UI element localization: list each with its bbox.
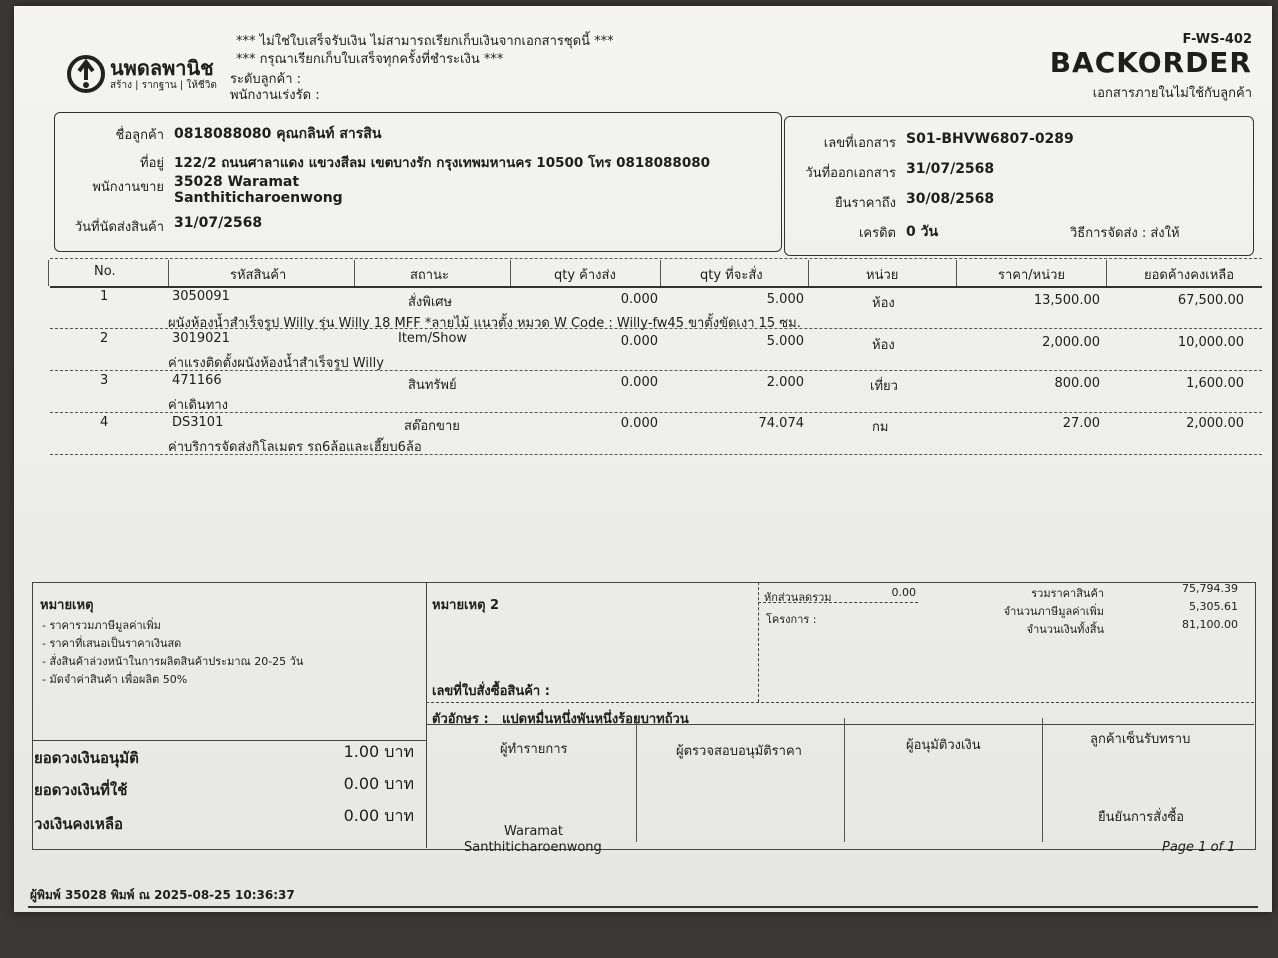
row-3-no: 3	[100, 373, 109, 388]
row-3-qty-order: 2.000	[766, 375, 804, 390]
row-4-no: 4	[100, 415, 109, 430]
remarks2-title: หมายเหตุ 2	[432, 598, 500, 613]
header-unit-price: ราคา/หน่วย	[998, 268, 1066, 283]
salesperson-name-2: Santhiticharoenwong	[174, 190, 343, 206]
col-sep	[660, 260, 661, 286]
row-1-unit: ห้อง	[872, 296, 895, 311]
remarks-item: - สั่งสินค้าล่วงหน้าในการผลิตสินค้าประมาณ 20-25 วัน	[42, 655, 304, 668]
issue-date-label: วันที่ออกเอกสาร	[805, 166, 896, 181]
table-header-top-line	[50, 258, 1262, 259]
row-1-divider	[50, 328, 1262, 329]
header-status: สถานะ	[410, 268, 449, 283]
row-2-status: Item/Show	[398, 331, 468, 346]
vat-value: 5,305.61	[1189, 600, 1238, 613]
row-3-price: 800.00	[1054, 376, 1100, 391]
customer-name-label: ชื่อลูกค้า	[115, 128, 164, 143]
price-checker-label: ผู้ตรวจสอบอนุมัติราคา	[676, 744, 802, 759]
issue-date: 31/07/2568	[906, 161, 995, 177]
preparer-name-1: Waramat	[504, 824, 564, 839]
doc-type-title: BACKORDER	[1049, 46, 1252, 79]
row-3-description: ค่าเดินทาง	[168, 398, 228, 413]
col-sep	[48, 260, 49, 286]
row-4-price: 27.00	[1062, 416, 1100, 431]
remarks-item: - ราคารวมภาษีมูลค่าเพิ่ม	[42, 619, 161, 632]
doc-no-label: เลขที่เอกสาร	[823, 136, 896, 151]
preparer-label: ผู้ทำรายการ	[500, 742, 568, 757]
row-2-balance: 10,000.00	[1177, 335, 1244, 350]
vat-label: จำนวนภาษีมูลค่าเพิ่ม	[1003, 605, 1104, 618]
company-tagline: สร้าง | รากฐาน | ให้ชีวิต	[110, 80, 217, 91]
row-1-qty-order: 5.000	[766, 292, 804, 307]
amount-words-text: แปดหมื่นหนึ่งพันหนึ่งร้อยบาทถ้วน	[502, 712, 689, 727]
credit-days: 0 วัน	[906, 224, 939, 240]
po-number-label: เลขที่ใบสั่งซื้อสินค้า :	[432, 684, 550, 699]
price-valid-date: 30/08/2568	[906, 191, 995, 207]
credit-used-label: ยอดวงเงินที่ใช้	[34, 781, 128, 799]
company-logo	[66, 54, 106, 98]
header-balance: ยอดค้างคงเหลือ	[1144, 268, 1235, 283]
discount-label: หักส่วนลดรวม	[764, 591, 832, 604]
shipping-method: วิธีการจัดส่ง : ส่งให้	[1070, 226, 1180, 241]
row-2-price: 2,000.00	[1042, 335, 1100, 350]
row-4-status: สต๊อกขาย	[404, 419, 460, 434]
signature-divider	[844, 718, 845, 842]
remarks-item: - ราคาที่เสนอเป็นราคาเงินสด	[42, 637, 182, 650]
header-code: รหัสสินค้า	[230, 268, 287, 283]
col-sep	[354, 260, 355, 286]
backorder-document	[14, 6, 1272, 912]
customer-name: 0818088080 คุณกลินท์ สารสิน	[174, 126, 382, 142]
discount-value: 0.00	[891, 586, 916, 599]
row-2-unit: ห้อง	[872, 338, 895, 353]
subtotal-value: 75,794.39	[1182, 582, 1238, 595]
row-1-status: สั่งพิเศษ	[408, 295, 453, 310]
row-1-description: ผนังห้องน้ำสำเร็จรูป Willy รุ่น Willy 18 MFF *ลายไม้ แนวตั้ง หมวด W Code : Willy-fw45 ขาตั้งขัดเงา 15 ซม.	[168, 316, 801, 331]
salesperson-label: พนักงานขาย	[92, 180, 164, 195]
row-3-status: สินทรัพย์	[408, 378, 457, 393]
salesperson-name-1: 35028 Waramat	[174, 174, 300, 190]
row-3-qty-pending: 0.000	[620, 375, 658, 390]
grand-total-label: จำนวนเงินทั้งสิ้น	[1026, 623, 1104, 636]
col-sep	[956, 260, 957, 286]
row-2-description: ค่าแรงติดตั้งผนังห้องน้ำสำเร็จรูป Willy	[168, 356, 384, 371]
row-2-divider	[50, 370, 1262, 371]
bottom-divider-left	[426, 582, 427, 848]
col-sep	[510, 260, 511, 286]
row-1-no: 1	[100, 289, 109, 304]
discount-underline	[758, 602, 918, 603]
row-4-unit: กม	[872, 420, 889, 435]
signature-divider	[636, 718, 637, 842]
printed-by: ผู้พิมพ์ 35028 พิมพ์ ณ 2025-08-25 10:36:37	[30, 888, 295, 902]
remarks-item: - มัดจำค่าสินค้า เพื่อผลิต 50%	[42, 673, 188, 686]
row-1-code: 3050091	[172, 289, 230, 304]
signature-divider	[1042, 718, 1043, 842]
row-1-price: 13,500.00	[1033, 293, 1100, 308]
preparer-name-2: Santhiticharoenwong	[464, 840, 602, 855]
notice-line-1: *** ไม่ใช่ใบเสร็จรับเงิน ไม่สามารถเรียกเก็บเงินจากเอกสารชุดนี้ ***	[236, 34, 614, 49]
address-label: ที่อยู่	[140, 156, 164, 171]
customer-address: 122/2 ถนนศาลาแดง แขวงสีลม เขตบางรัก กรุงเทพมหานคร 10500 โทร 0818088080	[174, 155, 711, 171]
col-sep	[808, 260, 809, 286]
row-1-qty-pending: 0.000	[620, 292, 658, 307]
row-3-code: 471166	[172, 373, 222, 388]
col-sep	[1106, 260, 1107, 286]
row-2-code: 3019021	[172, 331, 230, 346]
customer-confirm-label: ยืนยันการสั่งซื้อ	[1098, 810, 1185, 825]
bottom-divider-mid	[758, 582, 759, 702]
row-3-divider	[50, 412, 1262, 413]
col-sep	[168, 260, 169, 286]
form-code: F-WS-402	[1182, 32, 1252, 47]
customer-level-label: ระดับลูกค้า :	[230, 72, 302, 87]
customer-ack-label: ลูกค้าเซ็นรับทราบ	[1090, 732, 1191, 747]
footer-rule	[28, 906, 1258, 908]
header-qty-order: qty ที่จะสั่ง	[700, 268, 763, 283]
row-3-balance: 1,600.00	[1186, 376, 1244, 391]
subtotal-label: รวมราคาสินค้า	[1031, 587, 1104, 600]
remarks-title: หมายเหตุ	[40, 598, 94, 613]
company-logo-icon	[66, 54, 106, 94]
row-4-qty-order: 74.074	[758, 416, 804, 431]
row-4-balance: 2,000.00	[1186, 416, 1244, 431]
doc-subtitle: เอกสารภายในไม่ใช้กับลูกค้า	[1092, 86, 1252, 101]
row-4-code: DS3101	[172, 415, 224, 430]
follow-up-staff-label: พนักงานเร่งรัด :	[230, 88, 320, 103]
header-qty-pending: qty ค้างส่ง	[554, 268, 616, 283]
row-2-qty-pending: 0.000	[620, 334, 658, 349]
price-valid-label: ยืนราคาถึง	[834, 196, 896, 211]
row-4-description: ค่าบริการจัดส่งกิโลเมตร รถ6ล้อและเฮี๊ยบ6ล้อ	[168, 440, 422, 455]
amount-words-label: ตัวอักษร :	[432, 712, 489, 727]
company-name: นพดลพานิช	[110, 56, 214, 80]
credit-approved-value: 1.00 บาท	[343, 742, 414, 761]
words-top-line	[426, 702, 1254, 703]
notice-line-2: *** กรุณาเรียกเก็บใบเสร็จทุกครั้งที่ชำระเงิน ***	[236, 52, 504, 67]
header-unit: หน่วย	[866, 268, 899, 283]
row-2-no: 2	[100, 331, 109, 346]
row-2-qty-order: 5.000	[766, 334, 804, 349]
row-4-divider	[50, 454, 1262, 455]
header-no: No.	[94, 264, 116, 279]
credit-remaining-value: 0.00 บาท	[343, 806, 414, 825]
row-4-qty-pending: 0.000	[620, 416, 658, 431]
delivery-date: 31/07/2568	[174, 215, 263, 231]
credit-approved-label: ยอดวงเงินอนุมัติ	[34, 749, 139, 767]
credit-remaining-label: วงเงินคงเหลือ	[34, 815, 124, 833]
page-number: Page 1 of 1	[1162, 840, 1236, 855]
doc-no: S01-BHVW6807-0289	[906, 131, 1074, 147]
row-1-balance: 67,500.00	[1177, 293, 1244, 308]
project-label: โครงการ :	[766, 613, 817, 626]
credit-approver-label: ผู้อนุมัติวงเงิน	[906, 738, 981, 753]
row-3-unit: เที่ยว	[870, 379, 898, 394]
table-header-bottom-line	[50, 286, 1262, 288]
grand-total-value: 81,100.00	[1182, 618, 1238, 631]
delivery-date-label: วันที่นัดส่งสินค้า	[74, 220, 164, 235]
credit-label: เครดิต	[858, 226, 896, 241]
credit-used-value: 0.00 บาท	[343, 774, 414, 793]
